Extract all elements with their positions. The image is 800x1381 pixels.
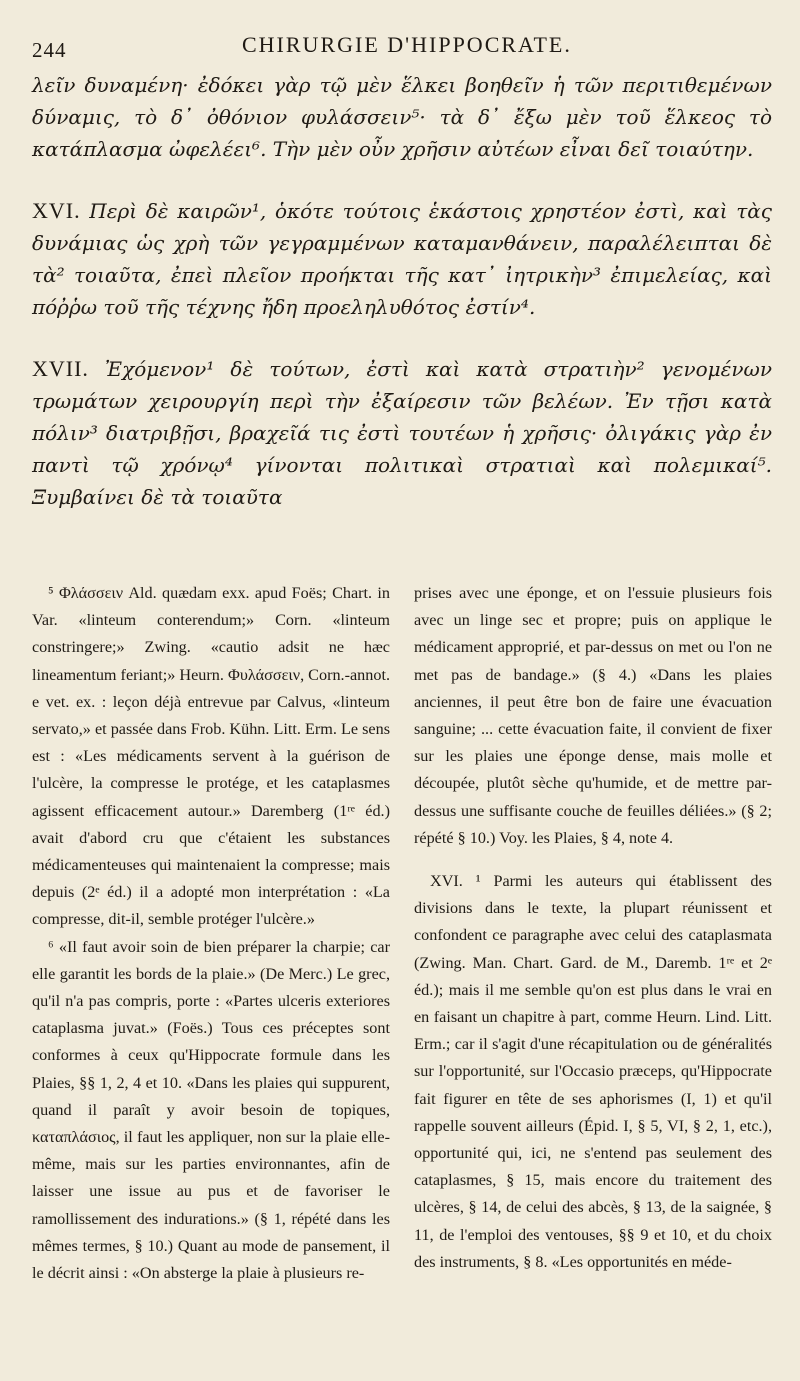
- section-17-text: Ἐχόμενον¹ δὲ τούτων, ἐστὶ καὶ κατὰ στρατιὴν² γενομένων τρωμάτων χειρουργίη περὶ τὴν ἐξαίρεσιν τῶν βελέων. Ἐν τῇσι κατὰ πόλιν³ διατριβῇσι, βραχεῖά τις ἐστὶ τουτέων ἡ χρῆσις· ὀλιγάκις γὰρ ἐν παντὶ τῷ χρόνῳ⁴ γίνονται πολιτικαὶ στρατιαὶ καὶ πολεμικαί⁵. Ξυμβαίνει δὲ τὰ τοιαῦτα: [32, 357, 773, 509]
- section-17: [32, 353, 772, 513]
- running-title: CHIRURGIE D'HIPPOCRATE.: [242, 32, 572, 57]
- footnote-16-1: XVI. ¹ Parmi les auteurs qui établissent des divisions dans le texte, la plupart réunissent et confondent ce paragraphe avec celui des cataplasmata (Zwing. Man. Chart. Gard. de M., Daremb. 1ʳᵉ et 2ᵉ éd.); mais il me semble qu'on est plus dans le vrai en en faisant un chapitre à part, comme Heurn. Lind. Litt. Erm.; car il s'agit d'une récapitulation ou de généralités sur l'opportunité, sur l'Occasio præceps, qu'Hippocrate fait figurer en tête de ses aphorismes (I, 1) et qu'il rappelle souvent ailleurs (Épid. I, § 5, VI, § 2, 1, etc.), opportunité qui, ici, ne s'entend pas seulement des cataplasmes, § 15, mais encore du traitement des ulcères, § 14, de celui des abcès, § 13, de la saignée, § 11, de l'emploi des ventouses, §§ 9 et 10, et du choix des instruments, § 8. «Les opportunités en méde-: [414, 872, 772, 1271]
- footnotes-left-column: [32, 580, 390, 1287]
- footnote-6-continued: prises avec une éponge, et on l'essuie plusieurs fois avec un linge sec et propre; puis on applique le médicament approprié, et par-dessus on met ou l'on ne met pas de bandage.» (§ 4.) «Dans les plaies anciennes, il peut être bon de faire une évacuation sanguine; ... cette évacuation faite, il convient de fixer sur les plaies une éponge dense, mais molle et découpée, plutôt sèche qu'humide, et de mettre par-dessus une suffisante couche de feuilles déliées.» (§ 2; répété § 10.) Voy. les Plaies, § 4, note 4.: [414, 584, 772, 847]
- footnotes: [32, 580, 772, 1287]
- page-number: 244: [32, 38, 67, 62]
- greek-text: [32, 69, 772, 513]
- section-16: [32, 195, 772, 323]
- footnote-6: ⁶ «Il faut avoir soin de bien préparer la charpie; car elle garantit les bords de la plaie.» (De Merc.) Le grec, qu'il n'a pas compris, porte : «Partes ulceris exteriores cataplasma juvat.» (Foës.) Tous ces préceptes sont conformes à ceux qu'Hippocrate formule dans les Plaies, §§ 1, 2, 4 et 10. «Dans les plaies qui suppurent, quand il paraît y avoir besoin de topiques, καταπλάσιος, il faut les appliquer, non sur la plaie elle-même, mais sur les parties environnantes, afin de laisser une issue au pus et de favoriser le ramollissement des indurations.» (§ 1, répété dans les mêmes termes, § 10.) Quant au mode de pansement, il le décrit ainsi : «On absterge la plaie à plusieurs re-: [32, 937, 390, 1283]
- page: [32, 24, 773, 1283]
- section-17-number: XVII.: [32, 356, 89, 381]
- footnotes-right-column: [414, 580, 772, 1287]
- greek-intro-paragraph: λεῖν δυναμένη· ἐδόκει γὰρ τῷ μὲν ἕλκει βοηθεῖν ἡ τῶν περιτιθεμένων δύναμις, τὸ δ᾽ ὀθόνιον φυλάσσειν⁵· τὰ δ᾽ ἔξω μὲν τοῦ ἕλκεος τὸ κατάπλασμα ὠφελέει⁶. Τὴν μὲν οὖν χρῆσιν αὐτέων εἶναι δεῖ τοιαύτην.: [32, 73, 772, 161]
- footnote-5: ⁵ Φλάσσειν Ald. quædam exx. apud Foës; Chart. in Var. «linteum conterendum;» Corn. «linteum constringere;» Zwing. «cautio adsit ne hæc lineamentum feriant;» Heurn. Φυλάσσειν, Corn.-annot. e vet. ex. : leçon déjà entrevue par Calvus, «linteum servato,» et passée dans Frob. Kühn. Litt. Erm. Le sens est : «Les médicaments servent à la guérison de l'ulcère, la compresse le protége, et les cataplasmes agissent efficacement autour.» Daremberg (1ʳᵉ éd.) avait d'abord cru que c'étaient les substances médicamenteuses qui maintenaient la compresse; mais depuis (2ᵉ éd.) il a adopté mon interprétation : «La compresse, dit-il, semble protéger l'ulcère.»: [32, 584, 390, 929]
- section-16-text: Περὶ δὲ καιρῶν¹, ὁκότε τούτοις ἑκάστοις χρηστέον ἐστὶ, καὶ τὰς δυνάμιας ὡς χρὴ τῶν γεγραμμένων καταμανθάνειν, παραλέλειπται δὲ τὰ² τοιαῦτα, ἐπεὶ πλεῖον προήκται τῆς κατ᾽ ἰητρικὴν³ ἐπιμελείας, καὶ πόῤῥω τοῦ τῆς τέχνης ἤδη προεληλυθότος ἐστίν⁴.: [32, 199, 772, 319]
- section-16-number: XVI.: [32, 198, 81, 223]
- page-header: [32, 24, 772, 67]
